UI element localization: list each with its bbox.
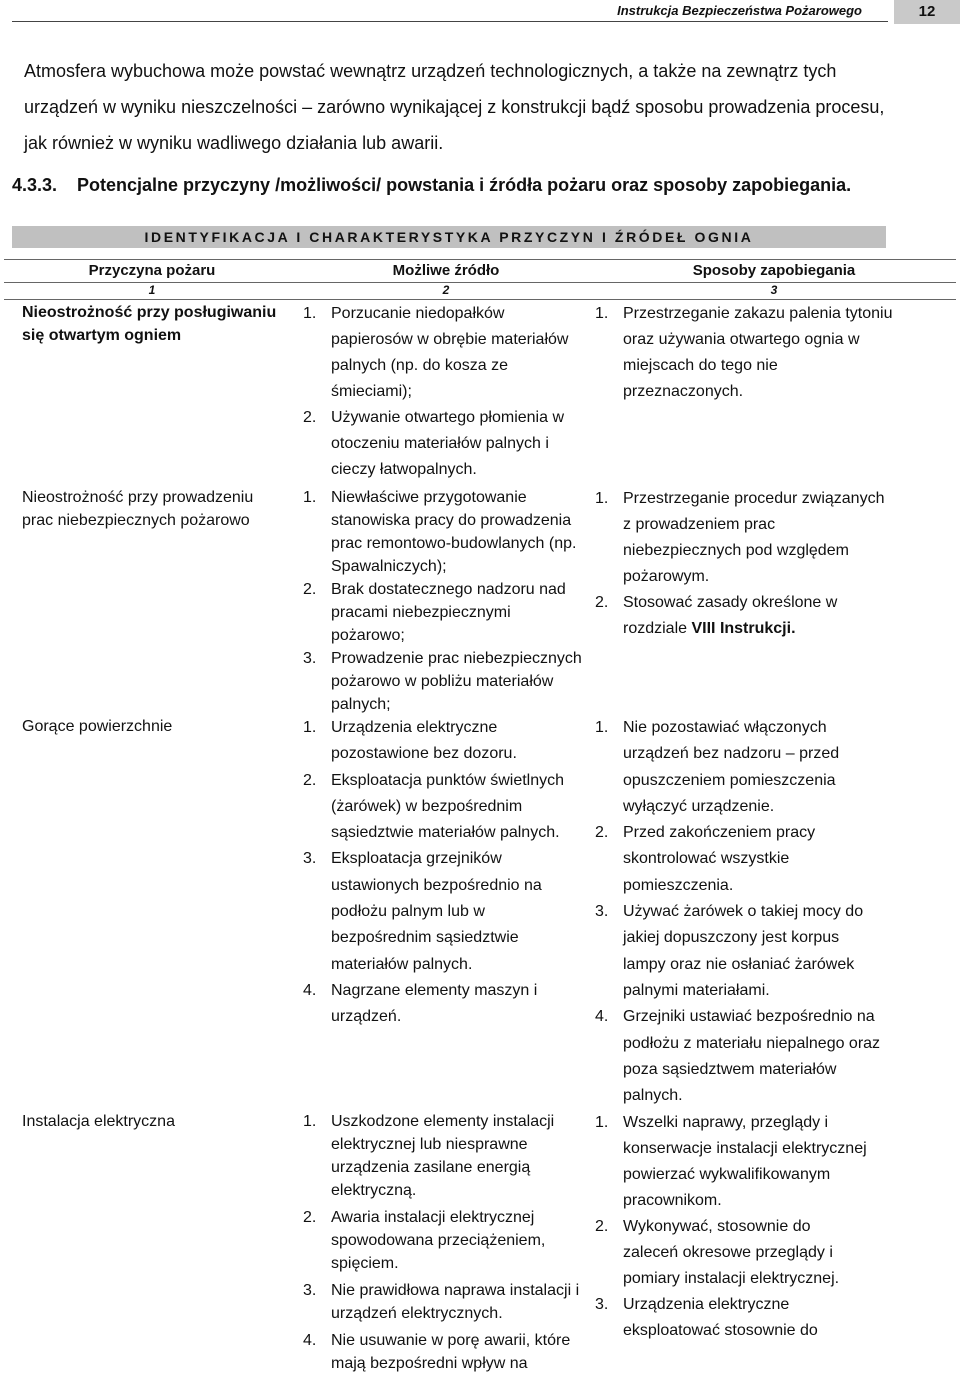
table-row [0, 301, 952, 481]
header-title: Instrukcja Bezpieczeństwa Pożarowego [617, 3, 862, 18]
page-number: 12 [894, 0, 960, 24]
list-item: 1. Porzucanie niedopałków papierosów w obrębie materiałów palnych (np. do kosza ze śmieciami); [303, 305, 569, 400]
header-prevention: Sposoby zapobiegania [692, 262, 856, 279]
list-item: 2. Awaria instalacji elektrycznej spowodowana przeciążeniem, spięciem. [303, 1209, 546, 1272]
column-number: 1 [148, 283, 156, 297]
source-cell [303, 301, 585, 483]
source-cell [303, 486, 585, 716]
list-item: 1. Urządzenia elektryczne pozostawione bez dozoru. [303, 719, 517, 763]
page-header [0, 0, 960, 24]
list-item: 1. Przestrzeganie procedur związanych z prowadzeniem prac niebezpiecznych pod względem pożarowym. [595, 490, 885, 585]
list-item: 1. Uszkodzone elementy instalacji elektrycznej lub niesprawne urządzenia zasilane energią elektryczną. [303, 1113, 555, 1199]
column-number: 3 [770, 283, 778, 297]
source-cell [303, 715, 585, 1031]
list-item: 3. Eksploatacja grzejników ustawionych bezpośrednio na podłożu palnym lub w bezpośrednim sąsiedztwie materiałów palnych. [303, 850, 542, 973]
list-item: 2. Stosować zasady określone w rozdziale VIII Instrukcji. [595, 594, 838, 637]
cause-cell: Instalacja elektryczna [22, 1113, 175, 1130]
table-header-row [4, 260, 956, 283]
table-row [0, 486, 952, 712]
column-number-row [4, 283, 956, 300]
list-item: 2. Eksploatacja punktów świetlnych (żarówek) w bezpośrednim sąsiedztwie materiałów palnych. [303, 771, 565, 842]
prevention-cell [595, 1110, 895, 1344]
list-item: 3. Używać żarówek o takiej mocy do jakiej dopuszczony jest korpus lampy oraz nie osłaniać żarówek palnymi materiałami. [595, 903, 864, 999]
header-source: Możliwe źródło [392, 262, 500, 279]
source-cell [303, 1110, 585, 1375]
section-title: Potencjalne przyczyny /możliwości/ powstania i źródła pożaru oraz sposoby zapobiegania. [77, 175, 852, 195]
list-item: 2. Używanie otwartego płomienia w otoczeniu materiałów palnych i cieczy łatwopalnych. [303, 409, 564, 478]
cause-cell: Nieostrożność przy posługiwaniu się otwartym ogniem [22, 304, 277, 344]
list-item: 4. Nie usuwanie w porę awarii, które mają bezpośredni wpływ na [303, 1332, 571, 1372]
intro-section [24, 53, 886, 161]
section-number: 4.3.3. [12, 175, 58, 195]
cause-cell: Nieostrożność przy prowadzeniu prac niebezpiecznych pożarowo [22, 489, 254, 529]
list-item: 1. Nie pozostawiać włączonych urządzeń bez nadzoru – przed opuszczeniem pomieszczenia wyłączyć urządzenie. [595, 719, 840, 815]
prevention-cell [595, 715, 895, 1109]
list-item: 2. Wykonywać, stosownie do zaleceń okresowe przeglądy i pomiary instalacji elektrycznej. [595, 1218, 840, 1287]
table-banner: IDENTYFIKACJA I CHARAKTERYSTYKA PRZYCZYN I ŹRÓDEŁ OGNIA [12, 226, 886, 248]
list-item: 3. Nie prawidłowa naprawa instalacji i urządzeń elektrycznych. [303, 1282, 580, 1322]
column-number: 2 [442, 283, 450, 297]
cause-cell: Gorące powierzchnie [22, 718, 173, 735]
list-item: 1. Niewłaściwe przygotowanie stanowiska pracy do prowadzenia prac remontowo-budowlanych (np. Spawalniczych); [303, 489, 577, 575]
list-item: 1. Przestrzeganie zakazu palenia tytoniu oraz używania otwartego ognia w miejscach do tego nie przeznaczonych. [595, 305, 893, 400]
header-cause: Przyczyna pożaru [88, 262, 216, 279]
list-item: 3. Urządzenia elektryczne eksploatować stosownie do [595, 1296, 818, 1339]
list-item: 2. Przed zakończeniem pracy skontrolować wszystkie pomieszczenia. [595, 824, 816, 894]
table-row [0, 715, 952, 1105]
causes-table [4, 259, 956, 300]
list-item: 3. Prowadzenie prac niebezpiecznych pożarowo w pobliżu materiałów palnych; [303, 650, 582, 713]
list-item: 4. Grzejniki ustawiać bezpośrednio na podłożu z materiału niepalnego oraz poza sąsiedztwem materiałów palnych. [595, 1008, 881, 1105]
list-item: 4. Nagrzane elementy maszyn i urządzeń. [303, 981, 538, 1026]
section-heading [12, 175, 851, 196]
prevention-cell [595, 486, 895, 642]
header-rule [12, 21, 888, 22]
table-row [0, 1110, 952, 1372]
intro-paragraph: Atmosfera wybuchowa może powstać wewnątrz urządzeń technologicznych, a także na zewnątrz tych urządzeń w wyniku nieszczelności – zarówno wynikającej z konstrukcji bądź sposobu prowadzenia procesu, jak również w wyniku wadliwego działania lub awarii. [24, 61, 885, 153]
list-item: 2. Brak dostatecznego nadzoru nad pracami niebezpiecznymi pożarowo; [303, 581, 566, 644]
list-item: 1. Wszelki naprawy, przeglądy i konserwacje instalacji elektrycznej powierzać wykwalifikowanym pracownikom. [595, 1114, 867, 1209]
prevention-cell [595, 301, 895, 405]
